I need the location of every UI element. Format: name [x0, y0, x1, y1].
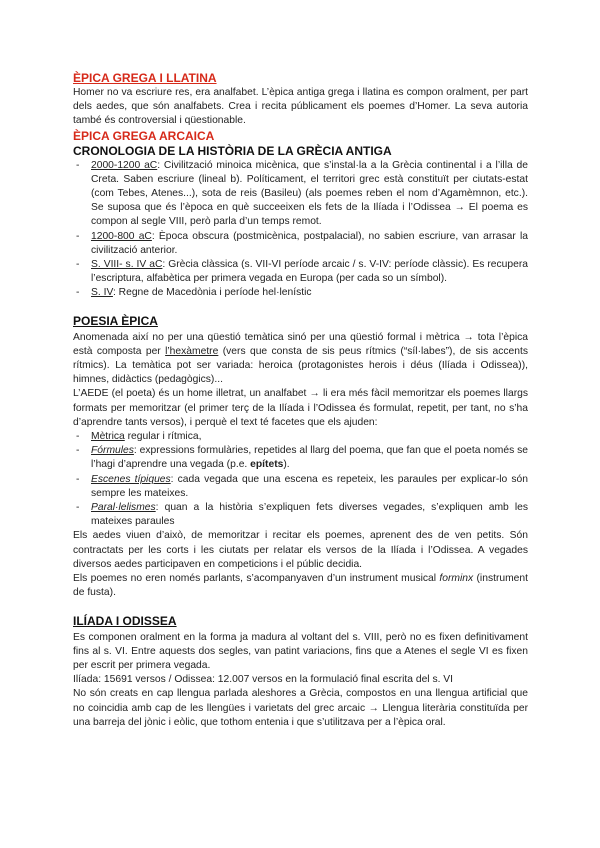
- chronology-item: [73, 159, 528, 230]
- chronology-period: S. IV: [91, 287, 113, 299]
- aid-item: [73, 444, 528, 472]
- paragraph-poesia-1: [73, 331, 528, 388]
- chronology-item: [73, 258, 528, 286]
- aid-item: [73, 473, 528, 501]
- aid-emphasis: epítets: [250, 459, 284, 471]
- text-run: Anomenada així no per una qüestió temàtica sinó per una qüestió formal i mètrica → tota l’èpica està composta per: [73, 331, 528, 357]
- heading-cronologia: CRONOLOGIA DE LA HISTÒRIA DE LA GRÈCIA ANTIGA: [73, 143, 392, 158]
- chronology-item: [73, 286, 528, 300]
- chronology-item: [73, 230, 528, 258]
- aid-text: : expressions formulàries, repetides al llarg del poema, que fan que el poeta només se l’hagi d’aprendre una vegada (p.e.: [91, 445, 528, 471]
- paragraph-poesia-2: L’AEDE (el poeta) és un home illetrat, un analfabet → li era més fàcil memoritzar els poemes llargs formats per memoritzar (el primer terç de la Ilíada i l’Odissea és formulat, repetit, per tant, no s’ha d’aprendre tants versos), i perquè el text té facetes que els ajuden:: [73, 388, 528, 428]
- aid-text: regular i rítmica,: [124, 431, 202, 443]
- paragraph-iliada-1: Es componen oralment en la forma ja madura al voltant del s. VIII, però no es fixen definitivament fins al s. VI. Entre aquests dos segles, van patint variacions, fins que a Atenes el segle VI es fixen per escrit per primera vegada.: [73, 631, 528, 671]
- chronology-text: : Regne de Macedònia i període hel·lenístic: [112, 287, 312, 299]
- paragraph-iliada-3: No són creats en cap llengua parlada aleshores a Grècia, compostos en una llengua artificial que no coincidia amb cap de les llengües i varietats del grec arcaic → Llengua literària constituïda per una barreja del jònic i eòlic, que tothom entenia i que s’utilitzava per a l’èpica oral.: [73, 688, 528, 728]
- paragraph-epica-intro: Homer no va escriure res, era analfabet. L’èpica antiga grega i llatina es compon oralment, per part dels aedes, que són analfabets. Crea i recita públicament els poemes d’Homer. La seva autoria també és controversial i qüestionable.: [73, 87, 528, 127]
- aid-suffix: ).: [283, 459, 290, 471]
- hexametre-term: l’hexàmetre: [165, 345, 219, 357]
- chronology-text: : Època obscura (postmicènica, postpalacial), no sabien escriure, van arrasar la civilització anterior.: [91, 230, 528, 256]
- heading-epica-arcaica: ÈPICA GREGA ARCAICA: [73, 128, 215, 143]
- aid-item: [73, 430, 528, 444]
- spacer: [73, 301, 528, 314]
- aid-item: [73, 501, 528, 529]
- chronology-period: S. VIII- s. IV aC: [91, 259, 163, 271]
- aid-text: : quan a la història s’expliquen fets diverses vegades, s’expliquen amb les mateixes paraules: [91, 502, 528, 528]
- aid-term: Fórmules: [91, 445, 134, 457]
- chronology-text: : Grècia clàssica (s. VII-VI període arcaic / s. V-IV: període clàssic). Es recupera l’escriptura, alfabètica per primera vegada en Europa (per cada so un símbol).: [91, 259, 528, 285]
- chronology-text: : Civilització minoica micènica, que s’instal·la a la Grècia continental i a l’illa de Creta. Saben escriure (lineal b). Políticament, el territori grec està constituït per ciutats-estat (com Tebes, Atenes...), sota de reis (Basileu) (als poemes reben el nom d’Agamèmnon, etc.). Se suposa que és l’època en què succeeixen els fets de la Ilíada i l’Odissea → El poema es compon al segle VIII, però parla d’un temps remot.: [91, 159, 529, 228]
- heading-poesia-epica: POESIA ÈPICA: [73, 313, 158, 328]
- aid-term: Mètrica: [91, 431, 125, 443]
- paragraph-poesia-4: [73, 572, 528, 600]
- text-run: (instrument de fusta).: [73, 573, 528, 599]
- heading-epica: ÈPICA GREGA I LLATINA: [73, 71, 217, 85]
- chronology-list: [73, 159, 528, 301]
- forminx-term: forminx: [439, 573, 474, 585]
- heading-iliada-odissea: ILÍADA I ODISSEA: [73, 613, 177, 628]
- text-run: Els poemes no eren només parlants, s’acompanyaven d’un instrument musical: [73, 573, 440, 585]
- paragraph-poesia-3: Els aedes viuen d’això, de memoritzar i recitar els poemes, aprenent des de ven petits. Són contractats per les corts i les ciutats per relatar els versos de la Ilíada i l’Odissea. A vegades diversos aedes participaven en competicions i el públic decidia.: [73, 530, 528, 570]
- chronology-period: 2000-1200 aC: [91, 159, 158, 171]
- aids-list: [73, 430, 528, 529]
- spacer: [73, 601, 528, 614]
- paragraph-iliada-2: Ilíada: 15691 versos / Odissea: 12.007 versos en la formulació final escrita del s. VI: [73, 674, 454, 686]
- text-run: (vers que consta de sis peus rítmics (“síl·labes”), de sis accents rítmics). La temàtica pot ser variada: heroica (protagonistes herois i déus (Ilíada i Odissea)), himnes, didàctics (pedagògics)...: [73, 345, 528, 386]
- document-body: [73, 71, 528, 730]
- aid-text: : cada vegada que una escena es repeteix, les paraules per explicar-lo són sempre les mateixes.: [91, 473, 528, 499]
- chronology-period: 1200-800 aC: [91, 230, 152, 242]
- aid-term: Paral·lelismes: [91, 502, 156, 514]
- aid-term: Escenes típiques: [91, 473, 171, 485]
